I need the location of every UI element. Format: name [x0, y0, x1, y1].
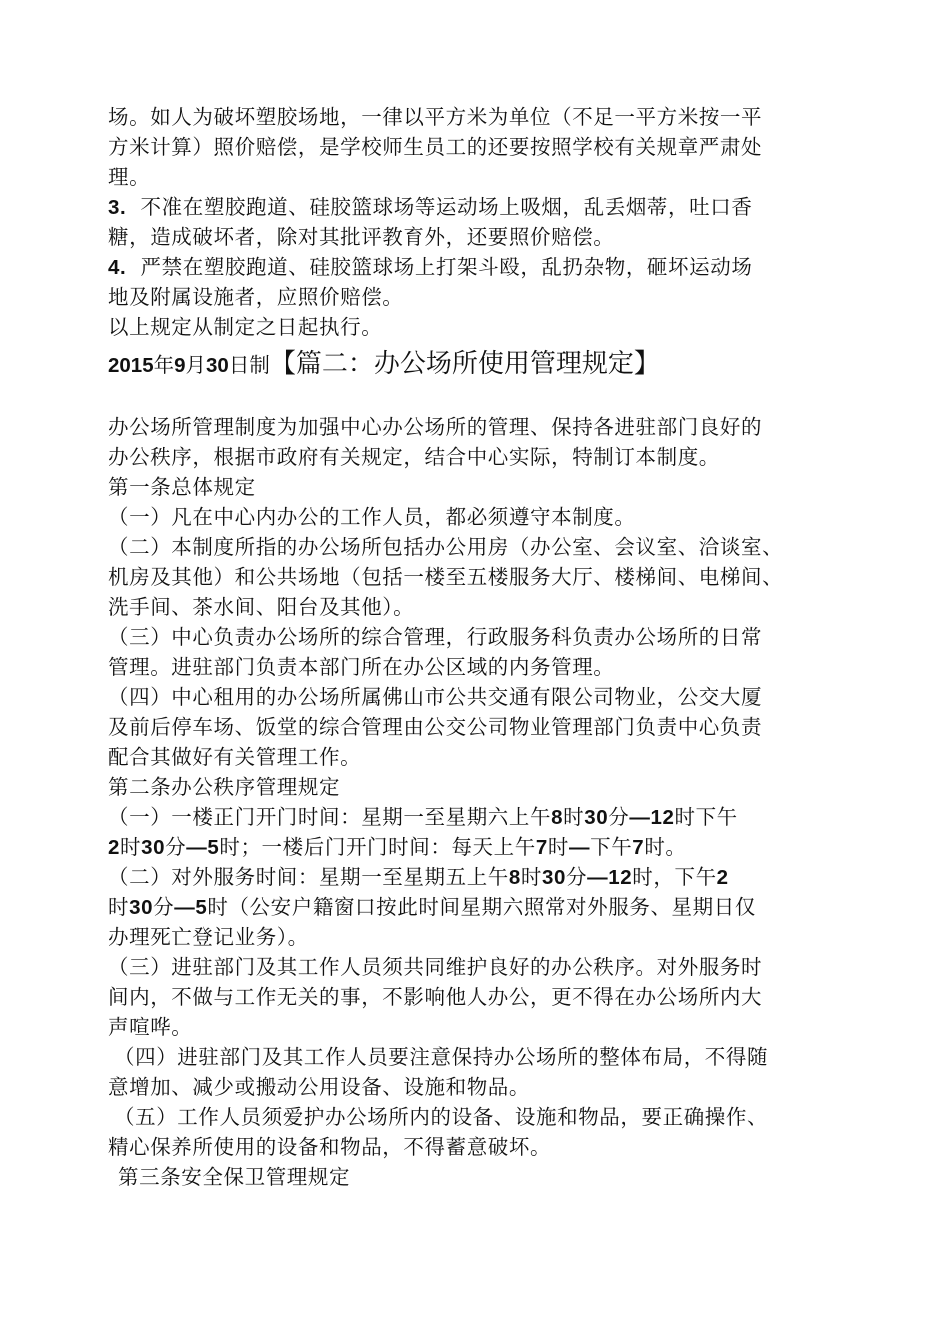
- document-page: [108, 102, 868, 1192]
- item-number: 3.: [108, 196, 127, 219]
- clause-line: （四）中心租用的办公场所属佛山市公共交通有限公司物业，公交大厦: [108, 685, 763, 709]
- paragraph-line: 理。: [108, 165, 151, 189]
- paragraph-line: 地及附属设施者，应照价赔偿。: [108, 285, 404, 309]
- item-text: 严禁在塑胶跑道、硅胶篮球场上打架斗殴，乱扔杂物，砸坏运动场: [140, 255, 753, 279]
- paragraph-line: 场。如人为破坏塑胶场地，一律以平方米为单位（不足一平方米按一平: [108, 105, 763, 129]
- clause-line: （三）中心负责办公场所的综合管理，行政服务科负责办公场所的日常: [108, 625, 763, 649]
- article-title: 第一条总体规定: [108, 475, 256, 499]
- paragraph-line: 糖，造成破坏者，除对其批评教育外，还要照价赔偿。: [108, 225, 615, 249]
- clause-line: （一）凡在中心内办公的工作人员，都必须遵守本制度。: [108, 505, 636, 529]
- clause-line: 意增加、减少或搬动公用设备、设施和物品。: [108, 1075, 530, 1099]
- article-title: 第二条办公秩序管理规定: [108, 775, 341, 799]
- section-title: 【篇二：办公场所使用管理规定】: [269, 349, 660, 379]
- clause-line: 时30分—5时（公安户籍窗口按此时间星期六照常对外服务、星期日仅: [108, 895, 756, 919]
- rule-item-3: [108, 192, 868, 222]
- clause-line: 2时30分—5时；一楼后门开门时间：每天上午7时—下午7时。: [108, 835, 687, 859]
- clause-line: 机房及其他）和公共场地（包括一楼至五楼服务大厅、楼梯间、电梯间、: [108, 565, 784, 589]
- intro-line: 办公秩序，根据市政府有关规定，结合中心实际，特制订本制度。: [108, 445, 720, 469]
- clause-line: 办理死亡登记业务）。: [108, 925, 309, 949]
- article-title: 第三条安全保卫管理规定: [118, 1165, 351, 1189]
- paragraph-line: 方米计算）照价赔偿，是学校师生员工的还要按照学校有关规章严肃处: [108, 135, 763, 159]
- clause-line: 精心保养所使用的设备和物品，不得蓄意破坏。: [108, 1135, 552, 1159]
- date-stamp: 2015年9月30日制: [108, 353, 270, 377]
- clause-line: 及前后停车场、饭堂的综合管理由公交公司物业管理部门负责中心负责: [108, 715, 763, 739]
- rule-item-4: [108, 252, 868, 282]
- clause-line: （三）进驻部门及其工作人员须共同维护良好的办公秩序。对外服务时: [108, 955, 763, 979]
- section-heading: [108, 344, 868, 384]
- clause-line: （四）进驻部门及其工作人员要注意保持办公场所的整体布局，不得随: [114, 1045, 769, 1069]
- clause-line: （二）对外服务时间：星期一至星期五上午8时30分—12时，下午2: [108, 865, 729, 889]
- effective-statement: 以上规定从制定之日起执行。: [108, 315, 383, 339]
- clause-line: （五）工作人员须爱护办公场所内的设备、设施和物品，要正确操作、: [114, 1105, 769, 1129]
- spacer: [108, 384, 868, 412]
- clause-line: （一）一楼正门开门时间：星期一至星期六上午8时30分—12时下午: [108, 805, 738, 829]
- clause-line: 声喧哗。: [108, 1015, 193, 1039]
- intro-line: 办公场所管理制度为加强中心办公场所的管理、保持各进驻部门良好的: [108, 415, 763, 439]
- item-text: 不准在塑胶跑道、硅胶篮球场等运动场上吸烟，乱丢烟蒂，吐口香: [140, 195, 753, 219]
- clause-line: 洗手间、茶水间、阳台及其他）。: [108, 595, 415, 619]
- item-number: 4.: [108, 256, 127, 279]
- clause-line: 管理。进驻部门负责本部门所在办公区域的内务管理。: [108, 655, 615, 679]
- clause-line: 间内，不做与工作无关的事，不影响他人办公，更不得在办公场所内大: [108, 985, 763, 1009]
- clause-line: （二）本制度所指的办公场所包括办公用房（办公室、会议室、洽谈室、: [108, 535, 784, 559]
- clause-line: 配合其做好有关管理工作。: [108, 745, 362, 769]
